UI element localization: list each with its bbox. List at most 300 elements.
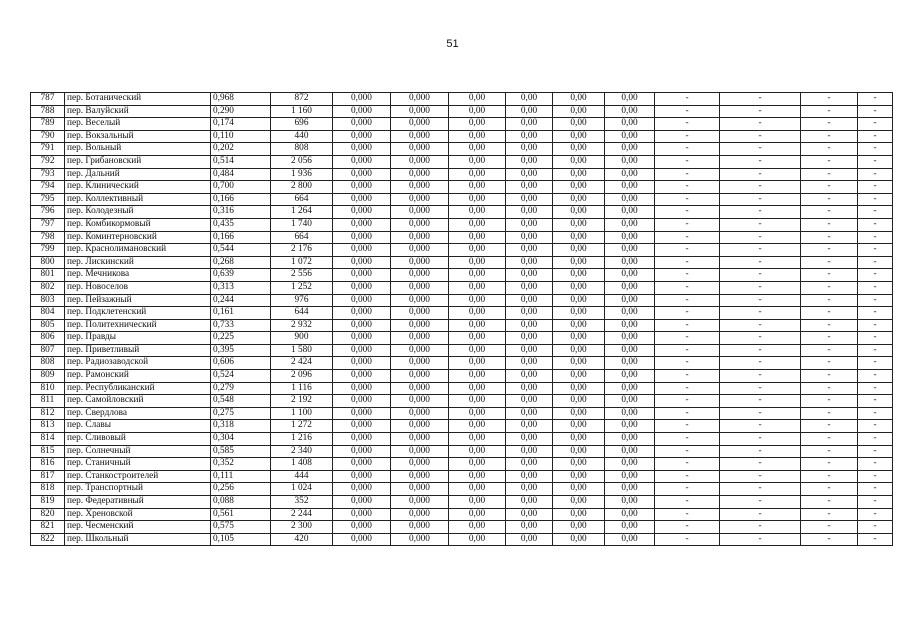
dash-cell: - bbox=[858, 181, 893, 194]
page-number: 51 bbox=[446, 38, 459, 50]
table-row bbox=[31, 496, 893, 509]
table-row bbox=[31, 231, 893, 244]
value-cell: 0,000 bbox=[333, 433, 391, 446]
value-cell: 0,00 bbox=[506, 508, 553, 521]
dash-cell: - bbox=[655, 382, 720, 395]
value-cell: 0,00 bbox=[605, 483, 655, 496]
value-cell: 0,000 bbox=[333, 470, 391, 483]
value-cell: 0,00 bbox=[449, 193, 506, 206]
value-cell: 0,00 bbox=[605, 370, 655, 383]
value-cell: 0,00 bbox=[605, 206, 655, 219]
row-number-cell: 807 bbox=[31, 344, 65, 357]
row-number-cell: 787 bbox=[31, 93, 65, 106]
dash-cell: - bbox=[801, 193, 858, 206]
length-cell: 0,166 bbox=[211, 231, 271, 244]
dash-cell: - bbox=[858, 496, 893, 509]
dash-cell: - bbox=[655, 521, 720, 534]
dash-cell: - bbox=[801, 395, 858, 408]
value-cell: 0,00 bbox=[506, 143, 553, 156]
value-cell: 0,00 bbox=[553, 281, 605, 294]
dash-cell: - bbox=[858, 168, 893, 181]
dash-cell: - bbox=[801, 105, 858, 118]
dash-cell: - bbox=[858, 105, 893, 118]
dash-cell: - bbox=[801, 319, 858, 332]
value-cell: 0,000 bbox=[391, 105, 449, 118]
value-cell: 0,00 bbox=[506, 357, 553, 370]
dash-cell: - bbox=[655, 244, 720, 257]
area-cell: 1 024 bbox=[271, 483, 333, 496]
value-cell: 0,000 bbox=[333, 496, 391, 509]
dash-cell: - bbox=[720, 118, 801, 131]
dash-cell: - bbox=[720, 433, 801, 446]
value-cell: 0,00 bbox=[553, 269, 605, 282]
street-name-cell: пер. Новоселов bbox=[65, 281, 211, 294]
dash-cell: - bbox=[720, 181, 801, 194]
row-number-cell: 799 bbox=[31, 244, 65, 257]
dash-cell: - bbox=[655, 168, 720, 181]
dash-cell: - bbox=[858, 193, 893, 206]
value-cell: 0,000 bbox=[333, 445, 391, 458]
dash-cell: - bbox=[720, 407, 801, 420]
value-cell: 0,000 bbox=[391, 244, 449, 257]
dash-cell: - bbox=[655, 181, 720, 194]
dash-cell: - bbox=[655, 433, 720, 446]
area-cell: 352 bbox=[271, 496, 333, 509]
value-cell: 0,000 bbox=[391, 294, 449, 307]
value-cell: 0,00 bbox=[449, 357, 506, 370]
length-cell: 0,290 bbox=[211, 105, 271, 118]
value-cell: 0,00 bbox=[506, 294, 553, 307]
dash-cell: - bbox=[801, 143, 858, 156]
area-cell: 976 bbox=[271, 294, 333, 307]
area-cell: 1 580 bbox=[271, 344, 333, 357]
value-cell: 0,00 bbox=[506, 130, 553, 143]
length-cell: 0,110 bbox=[211, 130, 271, 143]
value-cell: 0,000 bbox=[333, 143, 391, 156]
street-name-cell: пер. Колодезный bbox=[65, 206, 211, 219]
length-cell: 0,585 bbox=[211, 445, 271, 458]
dash-cell: - bbox=[801, 231, 858, 244]
value-cell: 0,00 bbox=[605, 93, 655, 106]
value-cell: 0,00 bbox=[506, 218, 553, 231]
dash-cell: - bbox=[655, 332, 720, 345]
dash-cell: - bbox=[801, 181, 858, 194]
dash-cell: - bbox=[655, 370, 720, 383]
value-cell: 0,00 bbox=[449, 244, 506, 257]
dash-cell: - bbox=[858, 281, 893, 294]
value-cell: 0,00 bbox=[605, 231, 655, 244]
area-cell: 2 300 bbox=[271, 521, 333, 534]
table-row bbox=[31, 256, 893, 269]
row-number-cell: 812 bbox=[31, 407, 65, 420]
street-name-cell: пер. Свердлова bbox=[65, 407, 211, 420]
roads-table bbox=[30, 92, 893, 546]
value-cell: 0,00 bbox=[449, 231, 506, 244]
table-row bbox=[31, 269, 893, 282]
value-cell: 0,00 bbox=[506, 332, 553, 345]
table-row bbox=[31, 244, 893, 257]
length-cell: 0,313 bbox=[211, 281, 271, 294]
value-cell: 0,000 bbox=[391, 193, 449, 206]
value-cell: 0,00 bbox=[553, 130, 605, 143]
value-cell: 0,000 bbox=[333, 281, 391, 294]
length-cell: 0,279 bbox=[211, 382, 271, 395]
value-cell: 0,00 bbox=[605, 181, 655, 194]
value-cell: 0,000 bbox=[333, 420, 391, 433]
dash-cell: - bbox=[858, 433, 893, 446]
value-cell: 0,00 bbox=[553, 193, 605, 206]
value-cell: 0,00 bbox=[605, 382, 655, 395]
value-cell: 0,00 bbox=[605, 407, 655, 420]
table-row bbox=[31, 483, 893, 496]
value-cell: 0,00 bbox=[449, 521, 506, 534]
dash-cell: - bbox=[655, 319, 720, 332]
dash-cell: - bbox=[858, 130, 893, 143]
value-cell: 0,000 bbox=[333, 344, 391, 357]
dash-cell: - bbox=[720, 508, 801, 521]
dash-cell: - bbox=[720, 357, 801, 370]
value-cell: 0,00 bbox=[553, 319, 605, 332]
value-cell: 0,000 bbox=[391, 433, 449, 446]
value-cell: 0,000 bbox=[391, 231, 449, 244]
street-name-cell: пер. Чесменский bbox=[65, 521, 211, 534]
value-cell: 0,00 bbox=[605, 281, 655, 294]
area-cell: 2 056 bbox=[271, 155, 333, 168]
dash-cell: - bbox=[720, 382, 801, 395]
value-cell: 0,000 bbox=[333, 357, 391, 370]
value-cell: 0,00 bbox=[449, 218, 506, 231]
value-cell: 0,00 bbox=[605, 533, 655, 546]
dash-cell: - bbox=[801, 521, 858, 534]
dash-cell: - bbox=[720, 420, 801, 433]
street-name-cell: пер. Славы bbox=[65, 420, 211, 433]
street-name-cell: пер. Дальний bbox=[65, 168, 211, 181]
dash-cell: - bbox=[801, 307, 858, 320]
length-cell: 0,256 bbox=[211, 483, 271, 496]
dash-cell: - bbox=[858, 244, 893, 257]
value-cell: 0,00 bbox=[506, 244, 553, 257]
area-cell: 1 116 bbox=[271, 382, 333, 395]
dash-cell: - bbox=[655, 533, 720, 546]
street-name-cell: пер. Коллективный bbox=[65, 193, 211, 206]
value-cell: 0,00 bbox=[605, 395, 655, 408]
dash-cell: - bbox=[801, 533, 858, 546]
table-row bbox=[31, 193, 893, 206]
length-cell: 0,225 bbox=[211, 332, 271, 345]
dash-cell: - bbox=[720, 370, 801, 383]
row-number-cell: 805 bbox=[31, 319, 65, 332]
dash-cell: - bbox=[720, 93, 801, 106]
value-cell: 0,000 bbox=[391, 332, 449, 345]
dash-cell: - bbox=[801, 483, 858, 496]
dash-cell: - bbox=[801, 269, 858, 282]
value-cell: 0,000 bbox=[391, 181, 449, 194]
dash-cell: - bbox=[655, 155, 720, 168]
value-cell: 0,00 bbox=[605, 155, 655, 168]
row-number-cell: 797 bbox=[31, 218, 65, 231]
dash-cell: - bbox=[720, 244, 801, 257]
table-body bbox=[31, 93, 893, 546]
value-cell: 0,000 bbox=[391, 395, 449, 408]
value-cell: 0,000 bbox=[391, 420, 449, 433]
row-number-cell: 788 bbox=[31, 105, 65, 118]
area-cell: 2 556 bbox=[271, 269, 333, 282]
area-cell: 444 bbox=[271, 470, 333, 483]
dash-cell: - bbox=[655, 294, 720, 307]
row-number-cell: 819 bbox=[31, 496, 65, 509]
value-cell: 0,000 bbox=[391, 357, 449, 370]
value-cell: 0,000 bbox=[333, 458, 391, 471]
area-cell: 1 160 bbox=[271, 105, 333, 118]
dash-cell: - bbox=[858, 231, 893, 244]
value-cell: 0,00 bbox=[506, 521, 553, 534]
length-cell: 0,435 bbox=[211, 218, 271, 231]
table-row bbox=[31, 93, 893, 106]
table-row bbox=[31, 395, 893, 408]
value-cell: 0,00 bbox=[506, 105, 553, 118]
dash-cell: - bbox=[801, 407, 858, 420]
value-cell: 0,00 bbox=[506, 319, 553, 332]
value-cell: 0,000 bbox=[391, 93, 449, 106]
area-cell: 2 424 bbox=[271, 357, 333, 370]
value-cell: 0,00 bbox=[449, 382, 506, 395]
value-cell: 0,00 bbox=[506, 93, 553, 106]
value-cell: 0,000 bbox=[333, 93, 391, 106]
row-number-cell: 816 bbox=[31, 458, 65, 471]
length-cell: 0,268 bbox=[211, 256, 271, 269]
length-cell: 0,088 bbox=[211, 496, 271, 509]
dash-cell: - bbox=[801, 357, 858, 370]
value-cell: 0,00 bbox=[553, 168, 605, 181]
dash-cell: - bbox=[720, 231, 801, 244]
table-row bbox=[31, 218, 893, 231]
row-number-cell: 793 bbox=[31, 168, 65, 181]
value-cell: 0,00 bbox=[506, 168, 553, 181]
value-cell: 0,00 bbox=[449, 445, 506, 458]
value-cell: 0,000 bbox=[391, 496, 449, 509]
value-cell: 0,000 bbox=[391, 168, 449, 181]
length-cell: 0,174 bbox=[211, 118, 271, 131]
row-number-cell: 821 bbox=[31, 521, 65, 534]
dash-cell: - bbox=[720, 143, 801, 156]
value-cell: 0,000 bbox=[333, 319, 391, 332]
dash-cell: - bbox=[720, 332, 801, 345]
dash-cell: - bbox=[801, 420, 858, 433]
table-row bbox=[31, 181, 893, 194]
table-row bbox=[31, 357, 893, 370]
dash-cell: - bbox=[720, 155, 801, 168]
row-number-cell: 800 bbox=[31, 256, 65, 269]
table-row bbox=[31, 370, 893, 383]
length-cell: 0,244 bbox=[211, 294, 271, 307]
value-cell: 0,00 bbox=[553, 483, 605, 496]
value-cell: 0,000 bbox=[391, 521, 449, 534]
dash-cell: - bbox=[858, 269, 893, 282]
value-cell: 0,00 bbox=[605, 256, 655, 269]
length-cell: 0,111 bbox=[211, 470, 271, 483]
value-cell: 0,000 bbox=[391, 445, 449, 458]
value-cell: 0,00 bbox=[605, 344, 655, 357]
value-cell: 0,000 bbox=[333, 370, 391, 383]
area-cell: 1 264 bbox=[271, 206, 333, 219]
value-cell: 0,000 bbox=[391, 470, 449, 483]
dash-cell: - bbox=[858, 294, 893, 307]
value-cell: 0,00 bbox=[605, 105, 655, 118]
value-cell: 0,000 bbox=[391, 533, 449, 546]
value-cell: 0,00 bbox=[605, 143, 655, 156]
dash-cell: - bbox=[858, 508, 893, 521]
row-number-cell: 809 bbox=[31, 370, 65, 383]
dash-cell: - bbox=[720, 307, 801, 320]
dash-cell: - bbox=[858, 118, 893, 131]
value-cell: 0,00 bbox=[605, 269, 655, 282]
value-cell: 0,000 bbox=[333, 483, 391, 496]
street-name-cell: пер. Веселый bbox=[65, 118, 211, 131]
street-name-cell: пер. Сливовый bbox=[65, 433, 211, 446]
dash-cell: - bbox=[655, 496, 720, 509]
area-cell: 2 340 bbox=[271, 445, 333, 458]
dash-cell: - bbox=[655, 357, 720, 370]
area-cell: 872 bbox=[271, 93, 333, 106]
value-cell: 0,00 bbox=[449, 118, 506, 131]
value-cell: 0,00 bbox=[605, 445, 655, 458]
value-cell: 0,00 bbox=[553, 433, 605, 446]
value-cell: 0,00 bbox=[449, 319, 506, 332]
dash-cell: - bbox=[801, 244, 858, 257]
street-name-cell: пер. Станичный bbox=[65, 458, 211, 471]
value-cell: 0,000 bbox=[391, 218, 449, 231]
street-name-cell: пер. Республиканский bbox=[65, 382, 211, 395]
value-cell: 0,000 bbox=[333, 118, 391, 131]
street-name-cell: пер. Хреновской bbox=[65, 508, 211, 521]
length-cell: 0,352 bbox=[211, 458, 271, 471]
area-cell: 1 072 bbox=[271, 256, 333, 269]
dash-cell: - bbox=[655, 269, 720, 282]
dash-cell: - bbox=[720, 483, 801, 496]
table-row bbox=[31, 420, 893, 433]
value-cell: 0,00 bbox=[605, 420, 655, 433]
value-cell: 0,00 bbox=[553, 407, 605, 420]
value-cell: 0,000 bbox=[391, 508, 449, 521]
dash-cell: - bbox=[858, 458, 893, 471]
area-cell: 644 bbox=[271, 307, 333, 320]
length-cell: 0,544 bbox=[211, 244, 271, 257]
dash-cell: - bbox=[720, 281, 801, 294]
dash-cell: - bbox=[720, 458, 801, 471]
value-cell: 0,000 bbox=[333, 218, 391, 231]
row-number-cell: 808 bbox=[31, 357, 65, 370]
row-number-cell: 811 bbox=[31, 395, 65, 408]
length-cell: 0,733 bbox=[211, 319, 271, 332]
length-cell: 0,202 bbox=[211, 143, 271, 156]
row-number-cell: 798 bbox=[31, 231, 65, 244]
value-cell: 0,00 bbox=[605, 332, 655, 345]
value-cell: 0,00 bbox=[449, 130, 506, 143]
dash-cell: - bbox=[720, 533, 801, 546]
value-cell: 0,00 bbox=[605, 433, 655, 446]
table-row bbox=[31, 407, 893, 420]
value-cell: 0,00 bbox=[449, 105, 506, 118]
value-cell: 0,00 bbox=[553, 470, 605, 483]
row-number-cell: 794 bbox=[31, 181, 65, 194]
street-name-cell: пер. Клинический bbox=[65, 181, 211, 194]
dash-cell: - bbox=[801, 118, 858, 131]
dash-cell: - bbox=[655, 395, 720, 408]
table-row bbox=[31, 470, 893, 483]
length-cell: 0,548 bbox=[211, 395, 271, 408]
table-row bbox=[31, 118, 893, 131]
street-name-cell: пер. Лискинский bbox=[65, 256, 211, 269]
dash-cell: - bbox=[801, 433, 858, 446]
length-cell: 0,316 bbox=[211, 206, 271, 219]
dash-cell: - bbox=[801, 281, 858, 294]
value-cell: 0,00 bbox=[449, 143, 506, 156]
dash-cell: - bbox=[655, 118, 720, 131]
value-cell: 0,000 bbox=[333, 193, 391, 206]
area-cell: 664 bbox=[271, 193, 333, 206]
value-cell: 0,00 bbox=[605, 319, 655, 332]
value-cell: 0,00 bbox=[449, 508, 506, 521]
area-cell: 1 272 bbox=[271, 420, 333, 433]
value-cell: 0,00 bbox=[506, 344, 553, 357]
value-cell: 0,00 bbox=[506, 382, 553, 395]
value-cell: 0,000 bbox=[333, 130, 391, 143]
row-number-cell: 813 bbox=[31, 420, 65, 433]
dash-cell: - bbox=[801, 332, 858, 345]
dash-cell: - bbox=[720, 193, 801, 206]
dash-cell: - bbox=[720, 521, 801, 534]
dash-cell: - bbox=[655, 206, 720, 219]
row-number-cell: 791 bbox=[31, 143, 65, 156]
dash-cell: - bbox=[858, 143, 893, 156]
value-cell: 0,000 bbox=[333, 307, 391, 320]
dash-cell: - bbox=[655, 231, 720, 244]
value-cell: 0,00 bbox=[506, 370, 553, 383]
area-cell: 2 192 bbox=[271, 395, 333, 408]
area-cell: 1 740 bbox=[271, 218, 333, 231]
value-cell: 0,00 bbox=[449, 470, 506, 483]
area-cell: 420 bbox=[271, 533, 333, 546]
value-cell: 0,00 bbox=[449, 181, 506, 194]
value-cell: 0,00 bbox=[553, 445, 605, 458]
dash-cell: - bbox=[858, 483, 893, 496]
street-name-cell: пер. Комбикормовый bbox=[65, 218, 211, 231]
dash-cell: - bbox=[858, 533, 893, 546]
street-name-cell: пер. Политехнический bbox=[65, 319, 211, 332]
value-cell: 0,000 bbox=[333, 521, 391, 534]
street-name-cell: пер. Радиозаводской bbox=[65, 357, 211, 370]
length-cell: 0,514 bbox=[211, 155, 271, 168]
value-cell: 0,000 bbox=[333, 533, 391, 546]
table-row bbox=[31, 155, 893, 168]
value-cell: 0,00 bbox=[449, 155, 506, 168]
value-cell: 0,00 bbox=[553, 118, 605, 131]
table-row bbox=[31, 521, 893, 534]
value-cell: 0,00 bbox=[506, 420, 553, 433]
value-cell: 0,000 bbox=[333, 181, 391, 194]
value-cell: 0,000 bbox=[391, 130, 449, 143]
value-cell: 0,00 bbox=[449, 496, 506, 509]
dash-cell: - bbox=[720, 470, 801, 483]
dash-cell: - bbox=[655, 93, 720, 106]
value-cell: 0,00 bbox=[449, 269, 506, 282]
dash-cell: - bbox=[801, 256, 858, 269]
value-cell: 0,00 bbox=[506, 395, 553, 408]
length-cell: 0,575 bbox=[211, 521, 271, 534]
dash-cell: - bbox=[801, 218, 858, 231]
row-number-cell: 789 bbox=[31, 118, 65, 131]
value-cell: 0,000 bbox=[391, 155, 449, 168]
